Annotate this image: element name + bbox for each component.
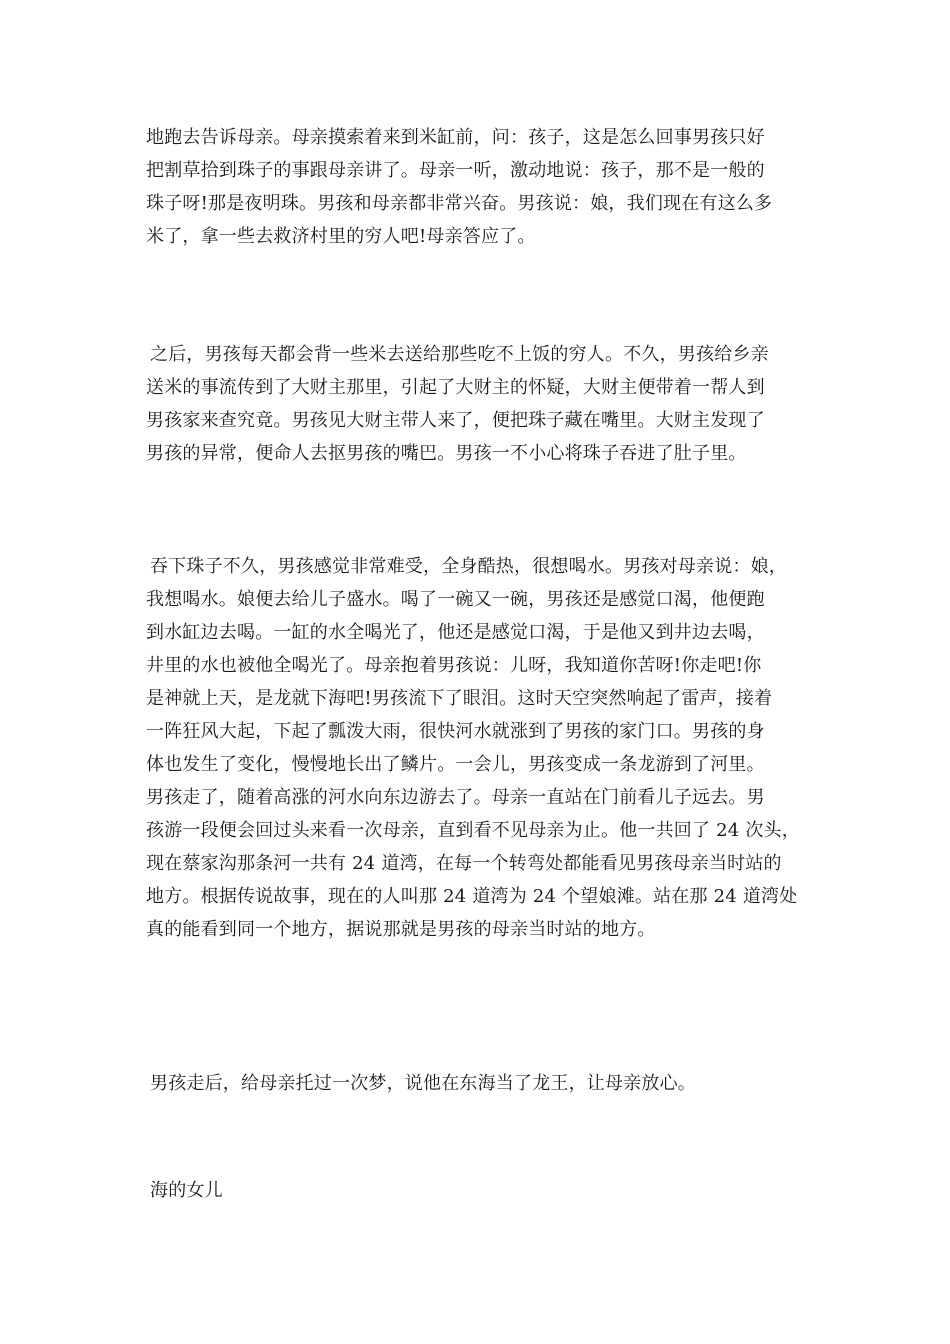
text-line: 是神就上天，是龙就下海吧!男孩流下了眼泪。这时天空突然响起了雷声，接着	[146, 688, 773, 709]
paragraph-4	[146, 1067, 836, 1100]
text-line: 之后，男孩每天都会背一些米去送给那些吃不上饭的穷人。不久，男孩给乡亲	[150, 344, 769, 365]
text-line: 孩游一段便会回过头来看一次母亲，直到看不见母亲为止。他一共回了 24 次头，	[146, 820, 800, 841]
text-line: 我想喝水。娘便去给儿子盛水。喝了一碗又一碗，男孩还是感觉口渴，他便跑	[146, 589, 765, 610]
paragraph-2	[146, 338, 836, 470]
text-line: 真的能看到同一个地方，据说那就是男孩的母亲当时站的地方。	[146, 919, 656, 940]
text-line: 到水缸边去喝。一缸的水全喝光了，他还是感觉口渴，于是他又到井边去喝，	[146, 622, 765, 643]
text-line: 现在蔡家沟那条河一共有 24 道湾，在每一个转弯处都能看见男孩母亲当时站的	[146, 853, 782, 874]
heading-text: 海的女儿	[150, 1180, 223, 1201]
paragraph-1	[146, 121, 836, 253]
paragraph-3	[146, 550, 836, 946]
text-line: 男孩家来查究竟。男孩见大财主带人来了，便把珠子藏在嘴里。大财主发现了	[146, 410, 765, 431]
text-line: 送米的事流传到了大财主那里，引起了大财主的怀疑，大财主便带着一帮人到	[146, 377, 765, 398]
text-line: 男孩走了，随着高涨的河水向东边游去了。母亲一直站在门前看儿子远去。男	[146, 787, 765, 808]
text-line: 珠子呀!那是夜明珠。男孩和母亲都非常兴奋。男孩说：娘，我们现在有这么多	[146, 193, 773, 214]
section-heading	[146, 1174, 836, 1207]
text-line: 井里的水也被他全喝光了。母亲抱着男孩说：儿呀，我知道你苦呀!你走吧!你	[146, 655, 762, 676]
text-line: 把割草拾到珠子的事跟母亲讲了。母亲一听，激动地说：孩子，那不是一般的	[146, 160, 765, 181]
text-line: 地跑去告诉母亲。母亲摸索着来到米缸前，问：孩子，这是怎么回事男孩只好	[146, 127, 765, 148]
text-line: 吞下珠子不久，男孩感觉非常难受，全身酷热，很想喝水。男孩对母亲说：娘，	[150, 556, 787, 577]
text-line: 一阵狂风大起，下起了瓢泼大雨，很快河水就涨到了男孩的家门口。男孩的身	[146, 721, 765, 742]
text-line: 米了，拿一些去救济村里的穷人吧!母亲答应了。	[146, 226, 536, 247]
text-line: 男孩走后，给母亲托过一次梦，说他在东海当了龙王，让母亲放心。	[150, 1073, 696, 1094]
text-line: 地方。根据传说故事，现在的人叫那 24 道湾为 24 个望娘滩。站在那 24 道湾处	[146, 886, 798, 907]
text-line: 体也发生了变化，慢慢地长出了鳞片。一会儿，男孩变成一条龙游到了河里。	[146, 754, 765, 775]
text-line: 男孩的异常，便命人去抠男孩的嘴巴。男孩一不小心将珠子吞进了肚子里。	[146, 443, 747, 464]
